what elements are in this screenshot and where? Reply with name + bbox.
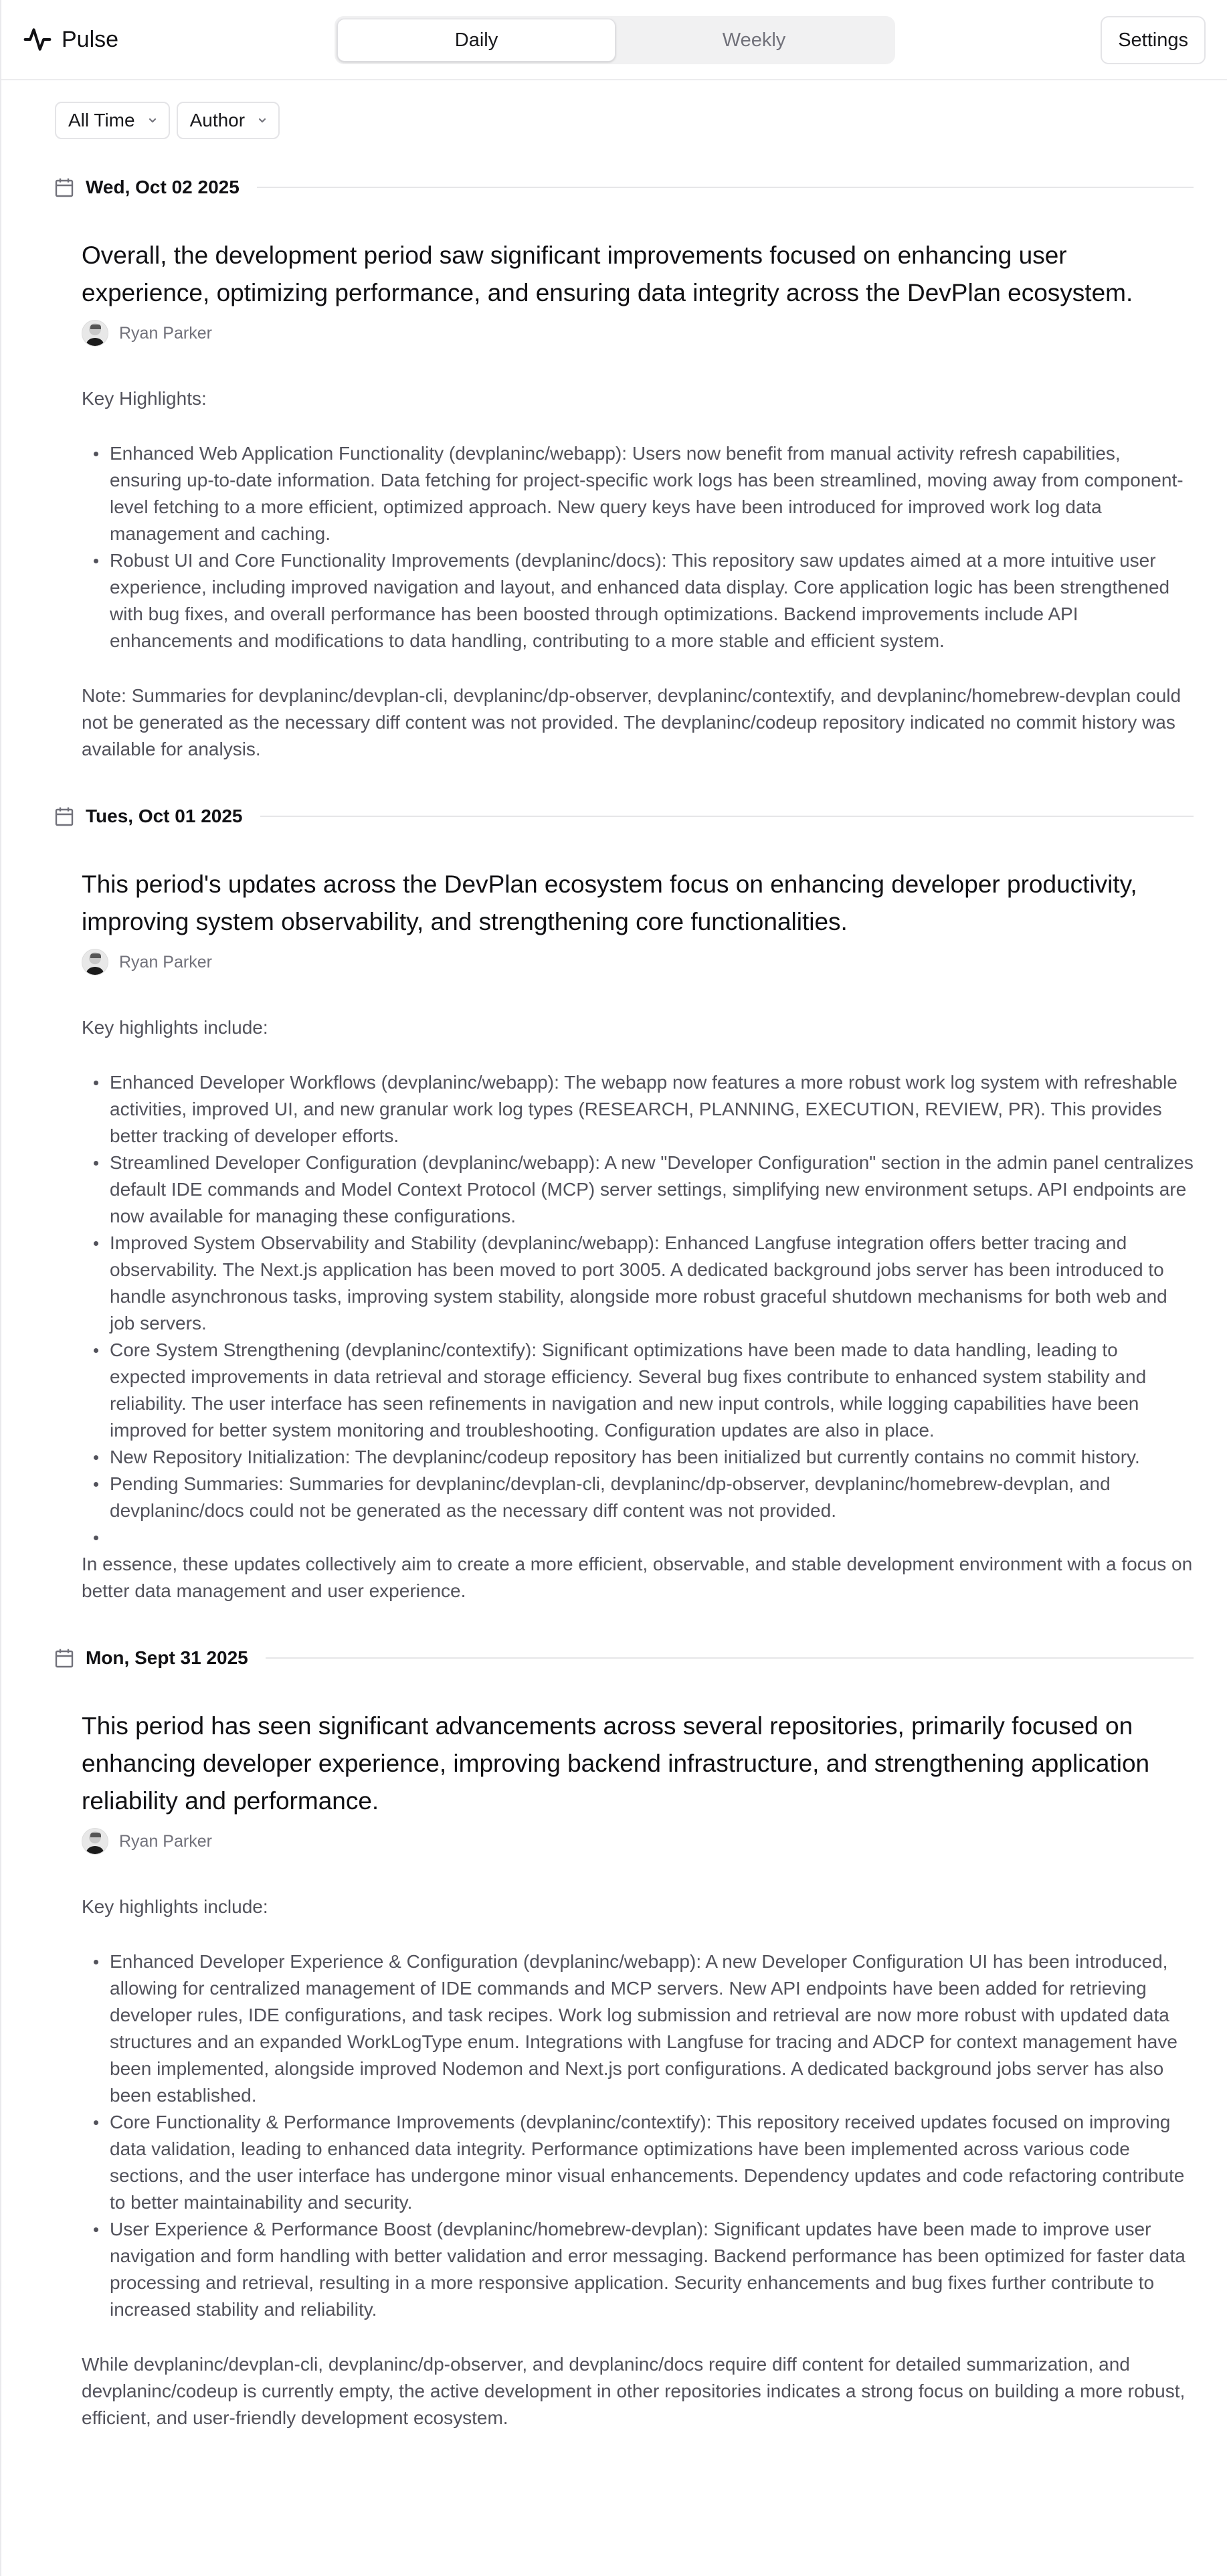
divider bbox=[266, 1657, 1194, 1659]
list-item: User Experience & Performance Boost (devplaninc/homebrew-devplan): Significant updates have been made to improve user navigation and form handling with better validation and error messaging. Backend performance has been optimized for faster data processing and retrieval, resulting in a more responsive application. Security enhancements and bug fixes further contribute to increased stability and reliability. bbox=[110, 2216, 1194, 2323]
list-item: Robust UI and Core Functionality Improvements (devplaninc/docs): This repository saw updates aimed at a more intuitive user experience, including improved navigation and layout, and enhanced data display. Core application logic has been strengthened with bug fixes, and overall performance has been boosted through optimizations. Backend improvements include API enhancements and modifications to data handling, contributing to a more stable and efficient system. bbox=[110, 547, 1194, 654]
summary-entry bbox=[55, 237, 1194, 763]
avatar bbox=[82, 1828, 108, 1855]
top-bar bbox=[1, 0, 1227, 80]
day-section bbox=[55, 174, 1194, 763]
list-item: Pending Summaries: Summaries for devplaninc/devplan-cli, devplaninc/dp-observer, devplaninc/homebrew-devplan, and devplaninc/docs could not be generated as the necessary diff content was not provided. bbox=[110, 1471, 1194, 1524]
list-item: Enhanced Developer Experience & Configuration (devplaninc/webapp): A new Developer Configuration UI has been introduced, allowing for centralized management of IDE commands and MCP servers. New API endpoints have been added for retrieving developer rules, IDE configurations, and task recipes. Work log submission and retrieval are now more robust with updated data structures and an expanded WorkLogType enum. Integrations with Langfuse for tracing and ADCP for context management have been implemented, alongside improved Nodemon and Next.js port configurations. A dedicated background jobs server has also been established. bbox=[110, 1948, 1194, 2109]
divider bbox=[260, 816, 1194, 817]
summary-headline: This period has seen significant advancements across several repositories, primarily focused on enhancing developer experience, improving backend infrastructure, and strengthening application reliability and performance. bbox=[82, 1712, 1150, 1815]
author-row bbox=[82, 1828, 1194, 1855]
day-section bbox=[55, 1645, 1194, 2431]
author-row bbox=[82, 320, 1194, 347]
calendar-icon bbox=[55, 177, 74, 197]
author-name: Ryan Parker bbox=[119, 952, 212, 972]
settings-button[interactable]: Settings bbox=[1101, 16, 1206, 64]
chevron-down-icon bbox=[257, 115, 268, 126]
list-item: Streamlined Developer Configuration (devplaninc/webapp): A new "Developer Configuration" section in the admin panel centralizes default IDE commands and Model Context Protocol (MCP) server settings, simplifying new environment setups. API endpoints are now available for managing these configurations. bbox=[110, 1149, 1194, 1230]
highlights-list bbox=[82, 1069, 1194, 1551]
day-section bbox=[55, 803, 1194, 1604]
highlights-intro: Key highlights include: bbox=[82, 1017, 268, 1038]
highlights-list bbox=[82, 1948, 1194, 2323]
app-title: Pulse bbox=[62, 26, 119, 52]
calendar-icon bbox=[55, 1648, 74, 1668]
date-header bbox=[55, 803, 1194, 830]
list-item: Enhanced Web Application Functionality (devplaninc/webapp): Users now benefit from manual activity refresh capabilities, ensuring up-to-date information. Data fetching for project-specific work logs has been streamlined, moving away from component-level fetching to a more efficient, optimized approach. New query keys have been introduced for improved work log data management and caching. bbox=[110, 440, 1194, 547]
author-name: Ryan Parker bbox=[119, 1831, 212, 1851]
filter-bar bbox=[1, 80, 1227, 139]
highlights-intro: Key highlights include: bbox=[82, 1896, 268, 1917]
summary-feed bbox=[1, 174, 1227, 2431]
divider bbox=[257, 187, 1194, 188]
tab-daily[interactable]: Daily bbox=[337, 19, 616, 62]
author-row bbox=[82, 949, 1194, 976]
list-item: Core System Strengthening (devplaninc/contextify): Significant optimizations have been made to data handling, leading to expected improvements in data retrieval and storage efficiency. Several bug fixes contribute to enhanced system stability and reliability. The user interface has seen refinements in navigation and new input controls, while logging capabilities have been improved for better system monitoring and troubleshooting. Configuration updates are also in place. bbox=[110, 1337, 1194, 1444]
summary-note: Note: Summaries for devplaninc/devplan-cli, devplaninc/dp-observer, devplaninc/contextify, and devplaninc/homebrew-devplan could not be generated as the necessary diff content was not provided. The devplaninc/codeup repository indicated no commit history was available for analysis. bbox=[82, 685, 1182, 759]
avatar bbox=[82, 320, 108, 347]
date-header bbox=[55, 174, 1194, 201]
summary-conclusion: In essence, these updates collectively aim to create a more efficient, observable, and stable development environment with a focus on better data management and user experience. bbox=[82, 1554, 1193, 1601]
list-item: New Repository Initialization: The devplaninc/codeup repository has been initialized but currently contains no commit history. bbox=[110, 1444, 1194, 1471]
summary-entry bbox=[55, 866, 1194, 1604]
list-item: Core Functionality & Performance Improvements (devplaninc/contextify): This repository received updates focused on improving data validation, leading to enhanced data integrity. Performance optimizations have been implemented across various code sections, and the user interface has undergone minor visual enhancements. Dependency updates and code refactoring contribute to better maintainability and security. bbox=[110, 2109, 1194, 2216]
view-toggle bbox=[335, 16, 895, 64]
author-filter[interactable] bbox=[177, 102, 280, 139]
summary-headline: Overall, the development period saw significant improvements focused on enhancing user experience, optimizing performance, and ensuring data integrity across the DevPlan ecosystem. bbox=[82, 242, 1133, 306]
highlights-list bbox=[82, 440, 1194, 654]
summary-conclusion: While devplaninc/devplan-cli, devplaninc/dp-observer, and devplaninc/docs require diff content for detailed summarization, and devplaninc/codeup is currently empty, the active development in other repositories indicates a strong focus on building a more robust, efficient, and user-friendly development ecosystem. bbox=[82, 2354, 1186, 2428]
time-range-filter-label: All Time bbox=[68, 110, 135, 130]
summary-entry bbox=[55, 1708, 1194, 2431]
date-header bbox=[55, 1645, 1194, 1671]
author-name: Ryan Parker bbox=[119, 323, 212, 343]
date-label: Tues, Oct 01 2025 bbox=[86, 806, 243, 826]
list-item-empty bbox=[110, 1524, 1194, 1551]
activity-pulse-icon bbox=[23, 25, 52, 54]
summary-headline: This period's updates across the DevPlan ecosystem focus on enhancing developer productivity, improving system observability, and strengthening core functionalities. bbox=[82, 870, 1137, 935]
tab-weekly[interactable]: Weekly bbox=[722, 29, 786, 51]
list-item: Enhanced Developer Workflows (devplaninc/webapp): The webapp now features a more robust work log system with refreshable activities, improved UI, and new granular work log types (RESEARCH, PLANNING, EXECUTION, REVIEW, PR). This provides better tracking of developer efforts. bbox=[110, 1069, 1194, 1149]
date-label: Mon, Sept 31 2025 bbox=[86, 1647, 248, 1668]
date-label: Wed, Oct 02 2025 bbox=[86, 177, 240, 197]
calendar-icon bbox=[55, 806, 74, 826]
list-item: Improved System Observability and Stability (devplaninc/webapp): Enhanced Langfuse integration offers better tracing and observability. The Next.js application has been moved to port 3005. A dedicated background jobs server has been introduced to handle asynchronous tasks, improving system stability, alongside more robust graceful shutdown mechanisms for both web and job servers. bbox=[110, 1230, 1194, 1337]
time-range-filter[interactable] bbox=[55, 102, 170, 139]
author-filter-label: Author bbox=[189, 110, 246, 130]
avatar bbox=[82, 949, 108, 976]
highlights-intro: Key Highlights: bbox=[82, 388, 207, 409]
chevron-down-icon bbox=[147, 115, 158, 126]
brand[interactable] bbox=[23, 25, 118, 54]
